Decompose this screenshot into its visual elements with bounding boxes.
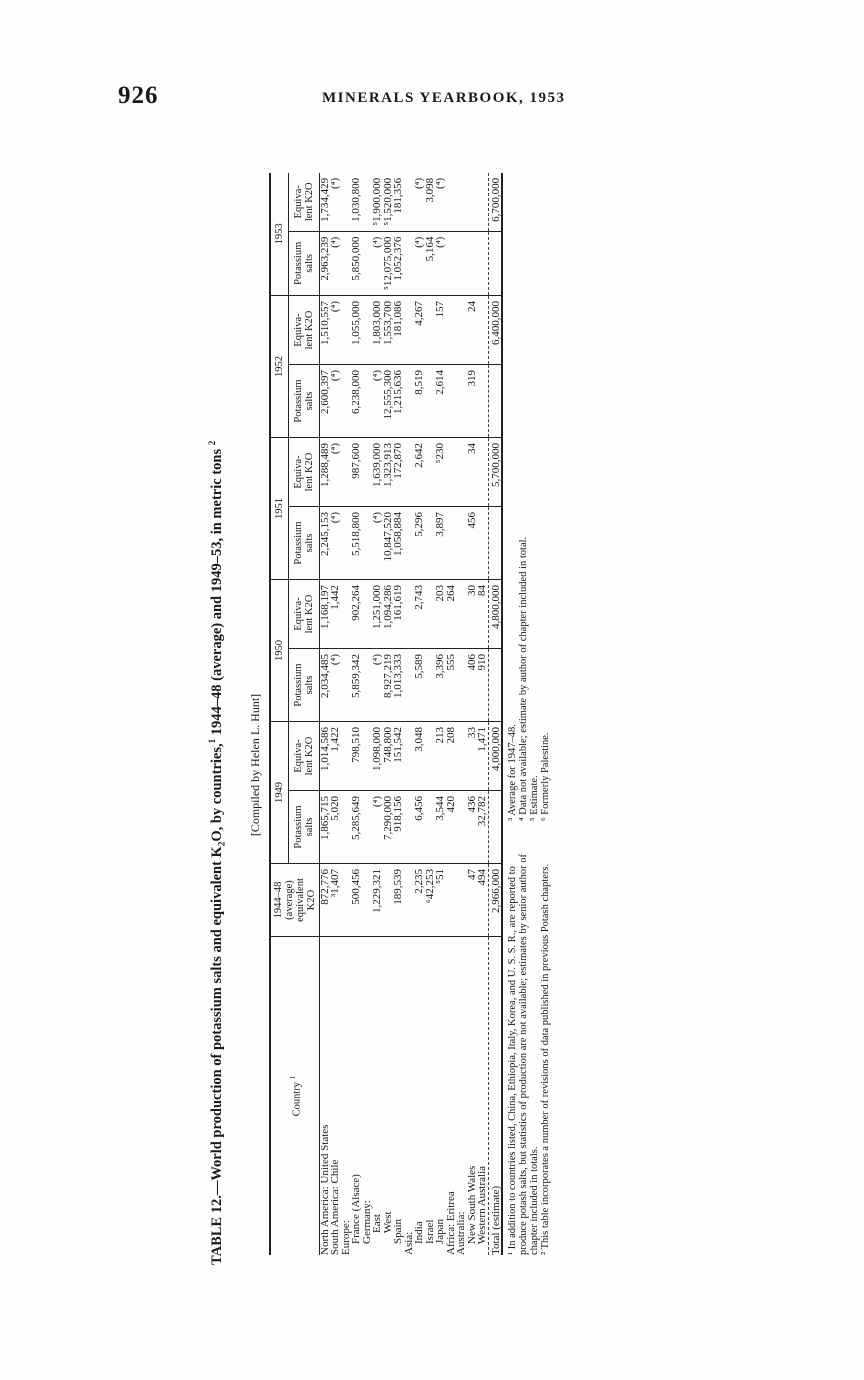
footnotes-left [507, 835, 551, 1255]
value-cell: 987,600 [351, 438, 362, 507]
value-cell [467, 173, 478, 231]
value-cell [477, 507, 488, 580]
table-row [435, 173, 446, 1255]
country-cell: India [413, 1221, 426, 1255]
value-cell [446, 231, 457, 295]
value-cell: 1,055,000 [351, 296, 362, 365]
table-row [319, 173, 330, 1255]
value-cell: 5,859,342 [351, 649, 362, 722]
value-cell: 151,542 [393, 722, 404, 791]
value-cell: 1,215,636 [393, 365, 404, 438]
value-cell: 24 [467, 296, 478, 365]
total-cell: 4,000,000 [488, 722, 502, 791]
value-cell [446, 864, 457, 937]
value-cell: 5,518,800 [351, 507, 362, 580]
value-cell: ⁵1,520,000 [383, 173, 394, 231]
value-cell: 5,850,000 [351, 231, 362, 295]
value-cell: 2,600,397 [319, 365, 330, 438]
value-cell: 1,052,376 [393, 231, 404, 295]
page-number: 926 [118, 82, 159, 109]
country-cell: Japan [434, 1218, 447, 1255]
value-cell: (⁴) [372, 231, 383, 295]
country-cell: Africa: Eritrea [444, 1191, 457, 1255]
value-cell: 1,030,800 [351, 173, 362, 231]
header-potassium-salts: Potassium salts [288, 231, 319, 295]
header-equivalent-k2o: Equiva- lent K2O [288, 173, 319, 231]
value-cell: ⁶42,253 [425, 864, 436, 937]
value-cell: 3,897 [435, 507, 446, 580]
value-cell: 1,098,000 [372, 722, 383, 791]
table-row [456, 173, 467, 1255]
value-cell: 181,356 [393, 173, 404, 231]
total-cell: 2,966,000 [488, 864, 502, 937]
value-cell [446, 173, 457, 231]
value-cell [446, 365, 457, 438]
value-cell: 30 [467, 580, 478, 649]
header-year-1950: 1950 [270, 580, 289, 722]
value-cell: ⁵51 [435, 864, 446, 937]
value-cell: 172,870 [393, 438, 404, 507]
footnote: ⁴ Data not available; estimate by author of chapter included in total. [518, 536, 530, 821]
value-cell: 3,048 [414, 722, 425, 791]
value-cell: 3,396 [435, 649, 446, 722]
value-cell: 84 [477, 580, 488, 649]
value-cell: 2,614 [435, 365, 446, 438]
value-cell: 2,642 [414, 438, 425, 507]
value-cell: 2,963,239 [319, 231, 330, 295]
country-cell: West [381, 1211, 394, 1255]
value-cell: 1,471 [477, 722, 488, 791]
total-row [488, 173, 502, 1255]
value-cell: 902,264 [351, 580, 362, 649]
value-cell: 456 [467, 507, 478, 580]
value-cell: 500,456 [351, 864, 362, 937]
value-cell: 157 [435, 296, 446, 365]
total-cell [488, 365, 502, 438]
value-cell: 189,539 [393, 864, 404, 937]
value-cell: 872,776 [319, 864, 330, 937]
table-row [393, 173, 404, 1255]
footnote: ¹ In addition to countries listed, China, Ethiopia, Italy, Korea, and U. S. S. R., are reported to produce potash salts, but statistics of production are not available; estimates by senior author of chapter included in totals. [507, 854, 541, 1255]
value-cell: 555 [446, 649, 457, 722]
total-cell [488, 231, 502, 295]
rotated-table-block [200, 125, 675, 1265]
value-cell: 5,020 [330, 791, 341, 864]
value-cell [477, 231, 488, 295]
header-potassium-salts: Potassium salts [288, 649, 319, 722]
value-cell: 1,865,715 [319, 791, 330, 864]
value-cell: 910 [477, 649, 488, 722]
table-row [425, 173, 436, 1255]
value-cell [446, 438, 457, 507]
header-year-1952: 1952 [270, 296, 289, 438]
value-cell: 264 [446, 580, 457, 649]
value-cell: 1,803,000 [372, 296, 383, 365]
value-cell: 7,290,000 [383, 791, 394, 864]
value-cell [477, 296, 488, 365]
value-cell: 2,034,485 [319, 649, 330, 722]
value-cell: (⁴) [330, 231, 341, 295]
footnote: ⁶ Formerly Palestine. [540, 732, 552, 821]
value-cell: 1,058,884 [393, 507, 404, 580]
value-cell: 33 [467, 722, 478, 791]
total-cell: 6,400,000 [488, 296, 502, 365]
value-cell [456, 173, 467, 231]
header-year-1953: 1953 [270, 173, 289, 296]
header-potassium-salts: Potassium salts [288, 791, 319, 864]
value-cell: 3,544 [435, 791, 446, 864]
value-cell: 2,235 [414, 864, 425, 937]
header-country: Country $^1$ [270, 937, 320, 1256]
value-cell: 1,229,321 [372, 864, 383, 937]
value-cell [467, 231, 478, 295]
header-potassium-salts: Potassium salts [288, 365, 319, 438]
value-cell: (⁴) [330, 649, 341, 722]
value-cell [477, 438, 488, 507]
value-cell: ³1,407 [330, 864, 341, 937]
country-cell: North America: United States [318, 1124, 331, 1255]
value-cell: 5,589 [414, 649, 425, 722]
value-cell: 5,285,649 [351, 791, 362, 864]
value-cell: 494 [477, 864, 488, 937]
production-table [269, 173, 504, 1255]
value-cell: 798,510 [351, 722, 362, 791]
value-cell: 1,442 [330, 580, 341, 649]
country-cell: East [371, 1214, 384, 1255]
footnotes-right [507, 401, 551, 821]
value-cell: (⁴) [414, 231, 425, 295]
header-equivalent-k2o: Equiva- lent K2O [288, 722, 319, 791]
value-cell: 12,555,300 [383, 365, 394, 438]
footnote: ² This table incorporates a number of revisions of data published in previous Potash chapters. [540, 863, 552, 1255]
value-cell: 6,238,000 [351, 365, 362, 438]
header-equivalent-k2o: Equiva- lent K2O [288, 580, 319, 649]
country-cell: New South Wales [465, 1165, 478, 1255]
table-row [404, 173, 415, 1255]
value-cell: 34 [467, 438, 478, 507]
value-cell: (⁴) [435, 173, 446, 231]
value-cell: (⁴) [330, 365, 341, 438]
value-cell: 4,267 [414, 296, 425, 365]
value-cell: 2,743 [414, 580, 425, 649]
country-cell: Spain [392, 1218, 405, 1255]
value-cell: 181,086 [393, 296, 404, 365]
value-cell: 1,013,333 [393, 649, 404, 722]
value-cell: 161,619 [393, 580, 404, 649]
value-cell: 1,553,700 [383, 296, 394, 365]
value-cell: 1,168,197 [319, 580, 330, 649]
value-cell: 1,323,913 [383, 438, 394, 507]
value-cell: (⁴) [330, 438, 341, 507]
total-label: Total (estimate) [488, 937, 502, 1256]
value-cell [456, 231, 467, 295]
value-cell: 208 [446, 722, 457, 791]
value-cell: 2,245,153 [319, 507, 330, 580]
table-title: TABLE 12.—World production of potassium salts and equivalent $K_2O$, by countries,$^1$ 1944–48 (average) and 1949–53, in metric tons $^2$ [207, 440, 227, 1265]
value-cell: 8,927,219 [383, 649, 394, 722]
value-cell: 406 [467, 649, 478, 722]
value-cell: 918,156 [393, 791, 404, 864]
value-cell: 1,251,000 [372, 580, 383, 649]
table-row [467, 173, 478, 1255]
value-cell: 32,782 [477, 791, 488, 864]
total-cell [488, 507, 502, 580]
footnote: ³ Average for 1947–48. [507, 724, 519, 821]
value-cell: 47 [467, 864, 478, 937]
total-cell: 5,700,000 [488, 438, 502, 507]
country-cell: Europe: [339, 1220, 352, 1255]
value-cell: 748,800 [383, 722, 394, 791]
value-cell: 1,639,000 [372, 438, 383, 507]
value-cell: 1,510,557 [319, 296, 330, 365]
value-cell: ⁵1,900,000 [372, 173, 383, 231]
country-cell: South America: Chile [329, 1159, 342, 1255]
value-cell [477, 365, 488, 438]
footnote: ⁵ Estimate. [529, 775, 541, 821]
total-cell: 4,800,000 [488, 580, 502, 649]
value-cell [446, 296, 457, 365]
value-cell: (⁴) [330, 173, 341, 231]
header-average: 1944–48 (average) equivalent K2O [270, 864, 320, 937]
table-row [414, 173, 425, 1255]
value-cell: 1,014,586 [319, 722, 330, 791]
value-cell: (⁴) [435, 231, 446, 295]
value-cell: 8,519 [414, 365, 425, 438]
country-cell: France (Alsace) [350, 1174, 363, 1255]
value-cell: (⁴) [330, 296, 341, 365]
country-cell: Australia: [455, 1211, 468, 1255]
header-year-1949: 1949 [270, 722, 289, 864]
total-cell [488, 649, 502, 722]
value-cell: 436 [467, 791, 478, 864]
value-cell: 1,094,286 [383, 580, 394, 649]
country-cell: Israel [423, 1219, 436, 1255]
value-cell [446, 507, 457, 580]
country-cell: Western Australia [476, 1165, 489, 1255]
table-row [330, 173, 341, 1255]
compiled-by: [Compiled by Helen L. Hunt] [247, 693, 262, 837]
value-cell: 213 [435, 722, 446, 791]
value-cell: (⁴) [414, 173, 425, 231]
value-cell [477, 173, 488, 231]
footnotes [507, 125, 551, 1255]
value-cell: (⁴) [372, 791, 383, 864]
value-cell: 1,288,489 [319, 438, 330, 507]
header-equivalent-k2o: Equiva- lent K2O [288, 438, 319, 507]
country-cell: Germany: [360, 1200, 373, 1255]
value-cell: 10,847,520 [383, 507, 394, 580]
table-row [477, 173, 488, 1255]
value-cell: (⁴) [372, 507, 383, 580]
value-cell: 319 [467, 365, 478, 438]
value-cell: 203 [435, 580, 446, 649]
total-cell [488, 791, 502, 864]
value-cell: ⁵230 [435, 438, 446, 507]
value-cell: 3,098 [425, 173, 436, 231]
total-cell: 6,700,000 [488, 173, 502, 231]
running-head: MINERALS YEARBOOK, 1953 [322, 90, 566, 106]
value-cell: 5,164 [425, 231, 436, 295]
value-cell: (⁴) [372, 365, 383, 438]
table-body [319, 173, 502, 1255]
value-cell: ⁵12,075,000 [383, 231, 394, 295]
header-year-1951: 1951 [270, 438, 289, 580]
country-cell: Asia: [402, 1231, 415, 1255]
header-potassium-salts: Potassium salts [288, 507, 319, 580]
value-cell: 6,456 [414, 791, 425, 864]
header-equivalent-k2o: Equiva- lent K2O [288, 296, 319, 365]
table-row [351, 173, 362, 1255]
table-row [446, 173, 457, 1255]
value-cell: (⁴) [330, 507, 341, 580]
value-cell: 1,734,429 [319, 173, 330, 231]
value-cell: 5,296 [414, 507, 425, 580]
value-cell: (⁴) [372, 649, 383, 722]
value-cell: 420 [446, 791, 457, 864]
value-cell: 1,422 [330, 722, 341, 791]
